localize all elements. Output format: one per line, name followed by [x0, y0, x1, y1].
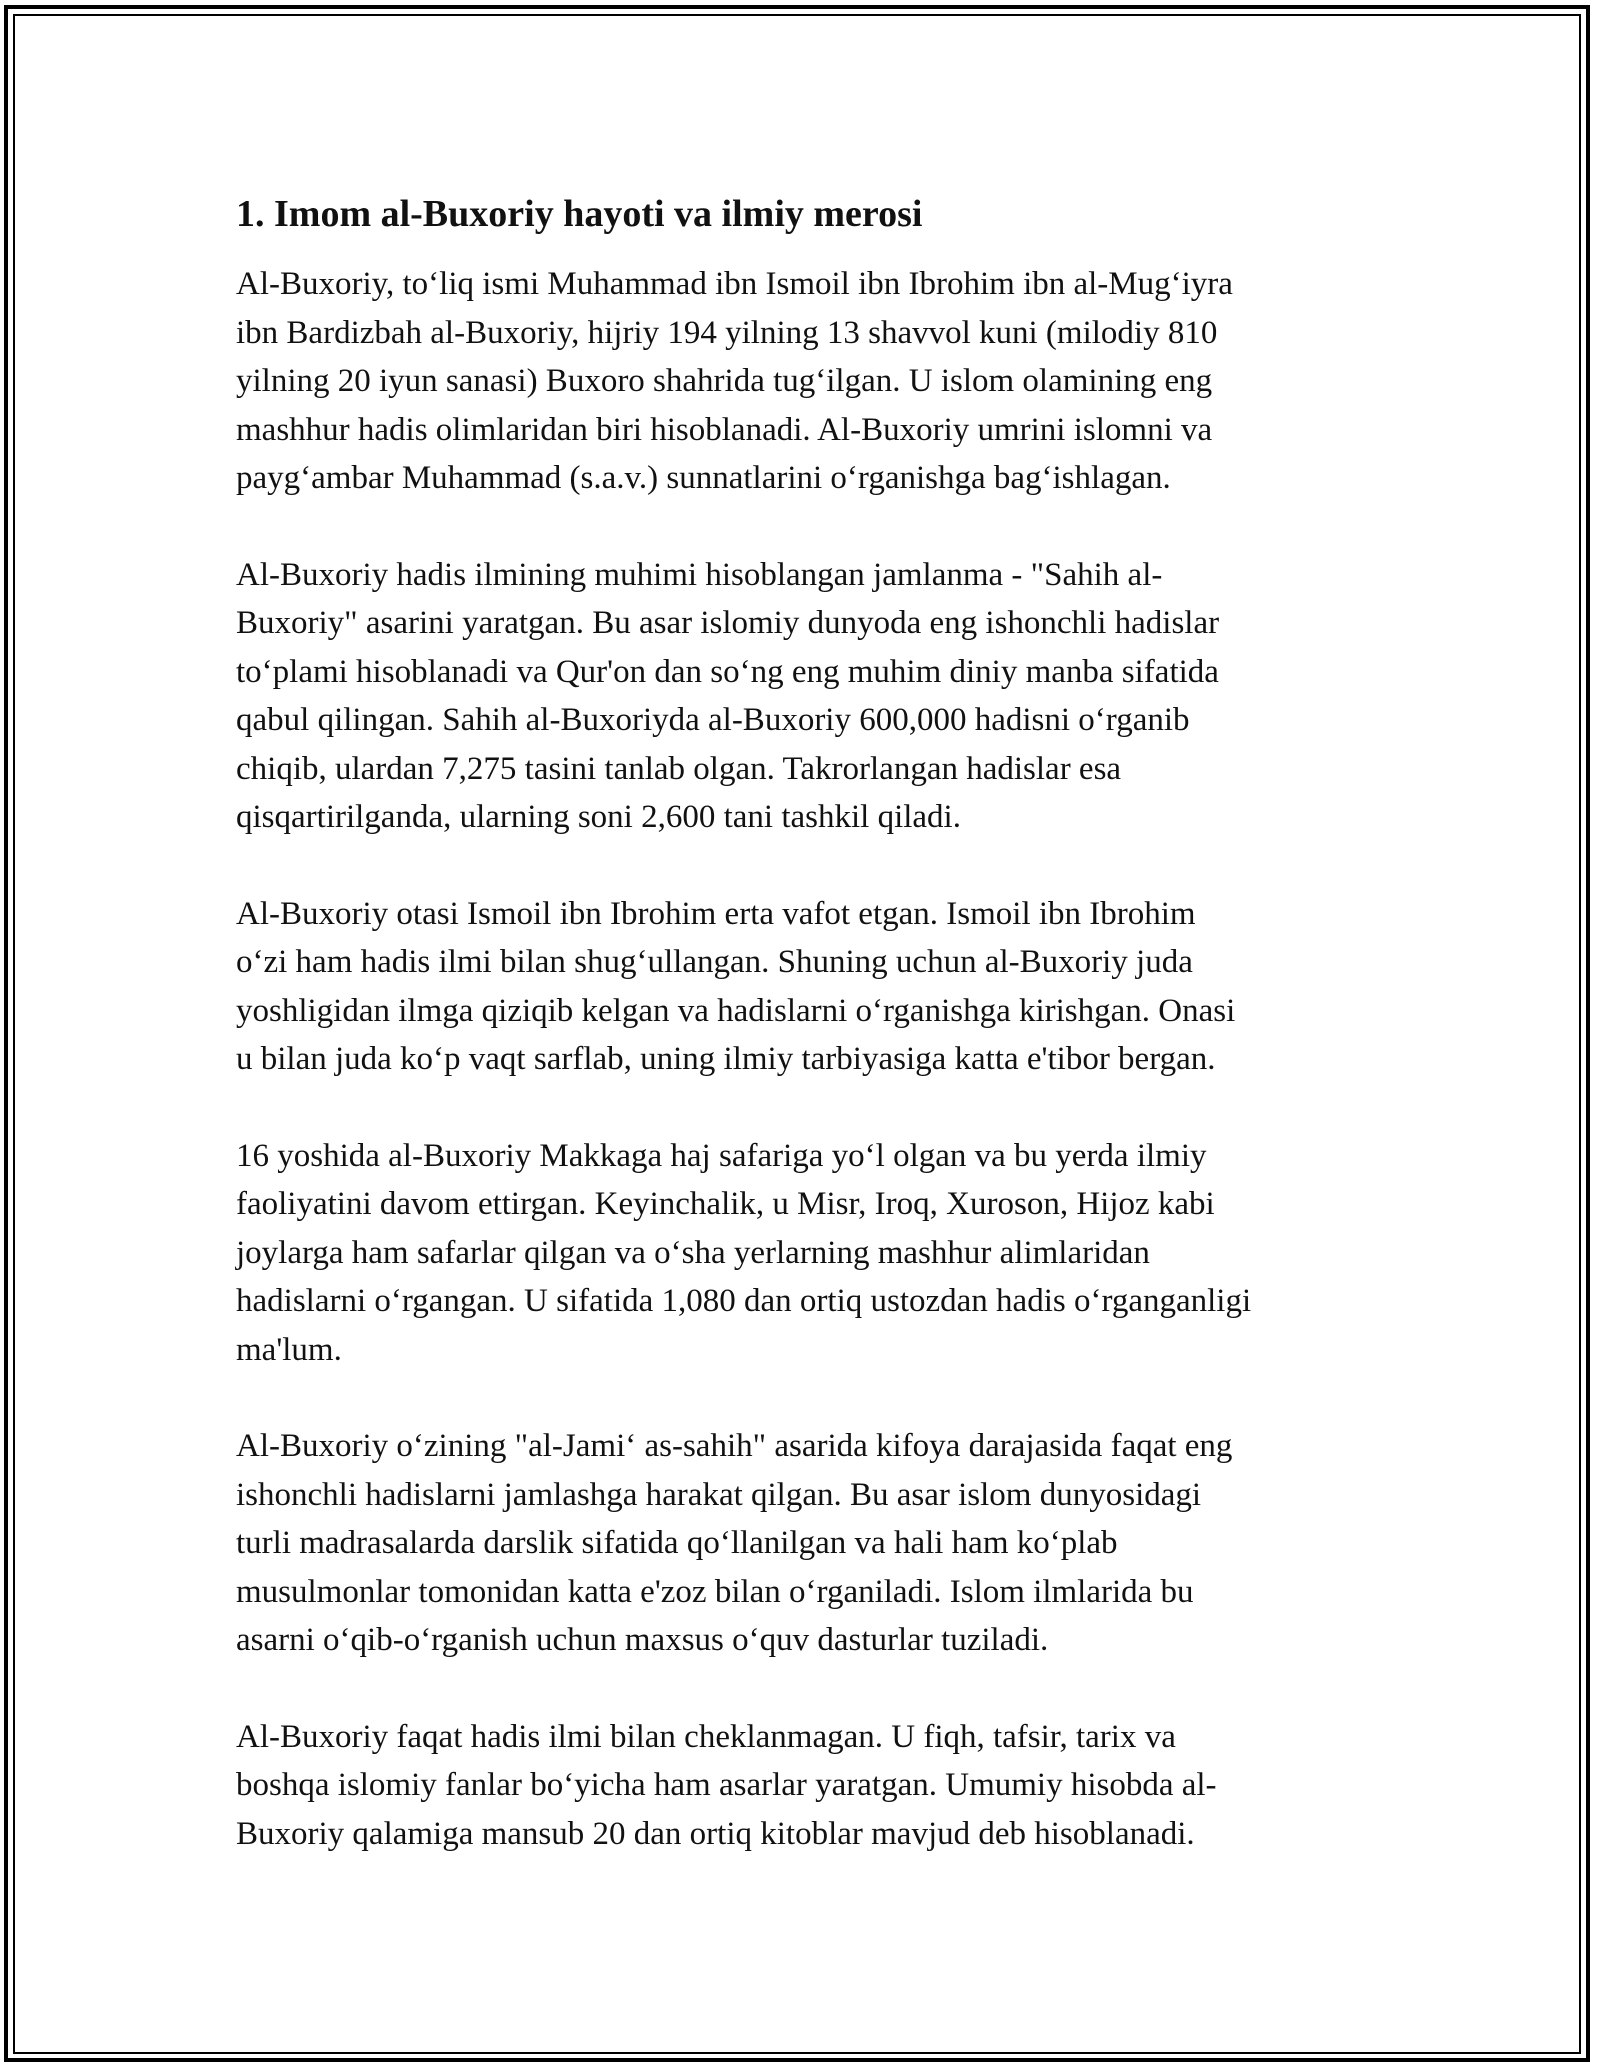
text-line: chiqib, ulardan 7,275 tasini tanlab olgan. Takrorlangan hadislar esa [236, 750, 1122, 787]
text-line: qisqartirilganda, ularning soni 2,600 tani tashkil qiladi. [236, 799, 961, 835]
paragraph-5 [236, 1422, 1376, 1665]
section-heading: 1. Imom al-Buxoriy hayoti va ilmiy merosi [236, 193, 923, 235]
text-line: qabul qilingan. Sahih al-Buxoriyda al-Buxoriy 600,000 hadisni o‘rganib [236, 702, 1190, 738]
text-line: yoshligidan ilmga qiziqib kelgan va hadislarni o‘rganishga kirishgan. Onasi [236, 992, 1236, 1029]
text-line: u bilan juda ko‘p vaqt sarflab, uning ilmiy tarbiyasiga katta e'tibor bergan. [236, 1041, 1216, 1077]
text-line: musulmonlar tomonidan katta e'zoz bilan o‘rganiladi. Islom ilmlarida bu [236, 1573, 1194, 1610]
text-line: Al-Buxoriy otasi Ismoil ibn Ibrohim erta vafot etgan. Ismoil ibn Ibrohim [236, 895, 1196, 932]
text-line: 16 yoshida al-Buxoriy Makkaga haj safariga yo‘l olgan va bu yerda ilmiy [236, 1137, 1207, 1174]
text-line: to‘plami hisoblanadi va Qur'on dan so‘ng eng muhim diniy manba sifatida [236, 653, 1219, 690]
text-line: mashhur hadis olimlaridan biri hisoblanadi. Al-Buxoriy umrini islomni va [236, 411, 1213, 448]
text-line: asarni o‘qib-o‘rganish uchun maxsus o‘quv dasturlar tuziladi. [236, 1622, 1049, 1658]
text-line: hadislarni o‘rgangan. U sifatida 1,080 dan ortiq ustozdan hadis o‘rganganligi [236, 1283, 1252, 1319]
text-line: yilning 20 iyun sanasi) Buxoro shahrida tug‘ilgan. U islom olamining eng [236, 363, 1213, 399]
paragraph-2 [236, 551, 1376, 842]
text-line: faoliyatini davom ettirgan. Keyinchalik, u Misr, Iroq, Xuroson, Hijoz kabi [236, 1186, 1215, 1222]
text-line: Al-Buxoriy, to‘liq ismi Muhammad ibn Ismoil ibn Ibrohim ibn al-Mug‘iyra [236, 266, 1233, 302]
text-line: Buxoriy qalamiga mansub 20 dan ortiq kitoblar mavjud deb hisoblanadi. [236, 1815, 1195, 1852]
text-line: o‘zi ham hadis ilmi bilan shug‘ullangan. Shuning uchun al-Buxoriy juda [236, 944, 1193, 980]
text-line: payg‘ambar Muhammad (s.a.v.) sunnatlarini o‘rganishga bag‘ishlagan. [236, 460, 1171, 496]
paragraph-4 [236, 1132, 1376, 1375]
text-line: Al-Buxoriy faqat hadis ilmi bilan cheklanmagan. U fiqh, tafsir, tarix va [236, 1718, 1176, 1755]
document-body [236, 188, 1376, 1858]
text-line: ishonchli hadislarni jamlashga harakat qilgan. Bu asar islom dunyosidagi [236, 1476, 1202, 1513]
paragraph-6 [236, 1713, 1376, 1859]
text-line: boshqa islomiy fanlar bo‘yicha ham asarlar yaratgan. Umumiy hisobda al- [236, 1767, 1217, 1803]
paragraph-3 [236, 890, 1376, 1084]
text-line: Al-Buxoriy o‘zining "al-Jami‘ as-sahih" asarida kifoya darajasida faqat eng [236, 1428, 1233, 1464]
text-line: Buxoriy" asarini yaratgan. Bu asar islomiy dunyoda eng ishonchli hadislar [236, 605, 1220, 641]
text-line: turli madrasalarda darslik sifatida qo‘llanilgan va hali ham ko‘plab [236, 1525, 1118, 1561]
paragraph-1 [236, 260, 1376, 503]
text-line: ma'lum. [236, 1331, 342, 1368]
text-line: ibn Bardizbah al-Buxoriy, hijriy 194 yilning 13 shavvol kuni (milodiy 810 [236, 314, 1218, 351]
text-line: Al-Buxoriy hadis ilmining muhimi hisoblangan jamlanma - "Sahih al- [236, 556, 1163, 593]
text-line: joylarga ham safarlar qilgan va o‘sha yerlarning mashhur alimlaridan [236, 1234, 1150, 1271]
